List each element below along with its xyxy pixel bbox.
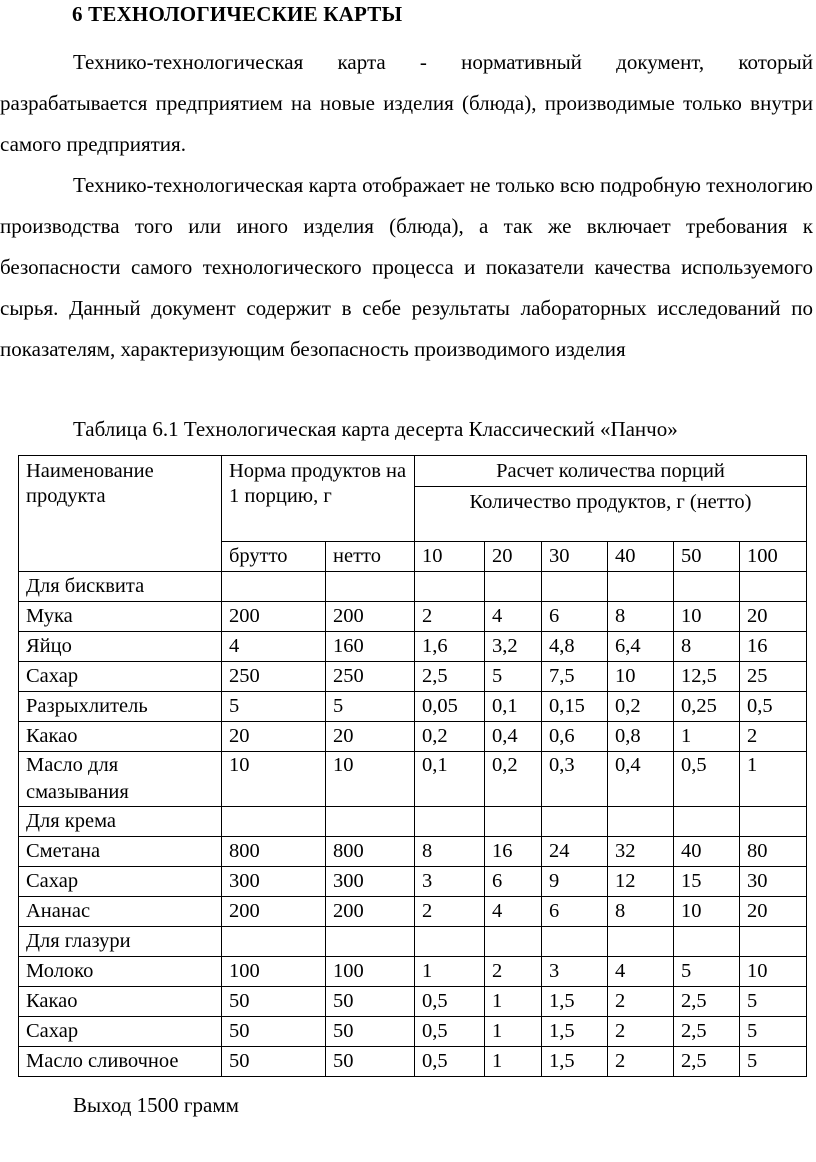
value-cell: 10 bbox=[674, 897, 740, 927]
value-cell: 100 bbox=[222, 957, 326, 987]
value-cell: 4 bbox=[608, 957, 674, 987]
value-cell: 1 bbox=[740, 752, 807, 807]
value-cell bbox=[222, 807, 326, 837]
value-cell: 20 bbox=[222, 722, 326, 752]
value-cell bbox=[608, 572, 674, 602]
value-cell bbox=[415, 807, 485, 837]
value-cell: 0,1 bbox=[415, 752, 485, 807]
value-cell: 4,8 bbox=[542, 632, 608, 662]
value-cell: 0,2 bbox=[608, 692, 674, 722]
value-cell: 2,5 bbox=[415, 662, 485, 692]
value-cell: 10 bbox=[222, 752, 326, 807]
value-cell: 1,5 bbox=[542, 1017, 608, 1047]
value-cell: 2 bbox=[608, 1017, 674, 1047]
value-cell: 7,5 bbox=[542, 662, 608, 692]
header-calc: Расчет количества порций bbox=[415, 456, 807, 487]
value-cell bbox=[740, 572, 807, 602]
value-cell: 16 bbox=[485, 837, 542, 867]
header-portion: 100 bbox=[740, 542, 807, 572]
table-row bbox=[19, 867, 807, 897]
value-cell: 6,4 bbox=[608, 632, 674, 662]
value-cell bbox=[542, 807, 608, 837]
value-cell: 50 bbox=[222, 987, 326, 1017]
value-cell: 2 bbox=[415, 897, 485, 927]
value-cell: 15 bbox=[674, 867, 740, 897]
value-cell: 16 bbox=[740, 632, 807, 662]
value-cell bbox=[485, 927, 542, 957]
product-name-cell: Для крема bbox=[19, 807, 222, 837]
table-row bbox=[19, 722, 807, 752]
value-cell: 0,5 bbox=[674, 752, 740, 807]
product-name-cell: Для глазури bbox=[19, 927, 222, 957]
value-cell: 5 bbox=[326, 692, 415, 722]
value-cell bbox=[415, 572, 485, 602]
value-cell: 5 bbox=[740, 1047, 807, 1077]
value-cell: 40 bbox=[674, 837, 740, 867]
value-cell: 50 bbox=[326, 987, 415, 1017]
value-cell: 0,05 bbox=[415, 692, 485, 722]
value-cell: 1 bbox=[485, 1047, 542, 1077]
header-portion: 30 bbox=[542, 542, 608, 572]
value-cell: 50 bbox=[326, 1017, 415, 1047]
value-cell: 3,2 bbox=[485, 632, 542, 662]
value-cell: 2,5 bbox=[674, 1017, 740, 1047]
value-cell: 6 bbox=[542, 602, 608, 632]
value-cell: 200 bbox=[326, 602, 415, 632]
value-cell: 80 bbox=[740, 837, 807, 867]
value-cell: 0,25 bbox=[674, 692, 740, 722]
value-cell: 0,5 bbox=[740, 692, 807, 722]
value-cell: 2 bbox=[740, 722, 807, 752]
value-cell bbox=[485, 807, 542, 837]
product-name-cell: Ананас bbox=[19, 897, 222, 927]
value-cell bbox=[485, 572, 542, 602]
table-row bbox=[19, 662, 807, 692]
value-cell: 300 bbox=[326, 867, 415, 897]
value-cell: 5 bbox=[674, 957, 740, 987]
value-cell bbox=[326, 927, 415, 957]
value-cell: 0,4 bbox=[485, 722, 542, 752]
header-row-1 bbox=[19, 456, 807, 487]
product-name-cell: Разрыхлитель bbox=[19, 692, 222, 722]
table-row bbox=[19, 602, 807, 632]
value-cell: 4 bbox=[485, 602, 542, 632]
value-cell: 2 bbox=[608, 987, 674, 1017]
value-cell: 4 bbox=[485, 897, 542, 927]
header-brutto: брутто bbox=[222, 542, 326, 572]
table-row bbox=[19, 807, 807, 837]
value-cell: 0,2 bbox=[415, 722, 485, 752]
value-cell: 1,5 bbox=[542, 987, 608, 1017]
value-cell bbox=[415, 927, 485, 957]
header-norm: Норма продуктов на 1 порцию, г bbox=[222, 456, 415, 542]
value-cell: 300 bbox=[222, 867, 326, 897]
value-cell: 30 bbox=[740, 867, 807, 897]
value-cell: 0,15 bbox=[542, 692, 608, 722]
value-cell bbox=[222, 572, 326, 602]
product-name-cell: Сахар bbox=[19, 662, 222, 692]
value-cell: 10 bbox=[326, 752, 415, 807]
value-cell: 1 bbox=[674, 722, 740, 752]
value-cell: 200 bbox=[222, 602, 326, 632]
value-cell: 6 bbox=[485, 867, 542, 897]
value-cell: 1 bbox=[485, 1017, 542, 1047]
product-name-cell: Яйцо bbox=[19, 632, 222, 662]
value-cell bbox=[674, 572, 740, 602]
paragraph-definition: Технико-технологическая карта - нормативный документ, который разрабатывается предприятием на новые изделия (блюда), производимые только внутри самого предприятия. bbox=[0, 50, 813, 156]
value-cell: 200 bbox=[222, 897, 326, 927]
value-cell: 20 bbox=[740, 897, 807, 927]
table-row bbox=[19, 837, 807, 867]
product-name-cell: Сахар bbox=[19, 867, 222, 897]
product-name-cell: Молоко bbox=[19, 957, 222, 987]
value-cell: 800 bbox=[326, 837, 415, 867]
table-row bbox=[19, 572, 807, 602]
value-cell: 0,8 bbox=[608, 722, 674, 752]
value-cell: 3 bbox=[542, 957, 608, 987]
value-cell bbox=[222, 927, 326, 957]
value-cell: 8 bbox=[608, 602, 674, 632]
value-cell: 250 bbox=[222, 662, 326, 692]
value-cell: 2 bbox=[608, 1047, 674, 1077]
product-name-cell: Сметана bbox=[19, 837, 222, 867]
value-cell: 9 bbox=[542, 867, 608, 897]
value-cell: 12 bbox=[608, 867, 674, 897]
value-cell bbox=[326, 572, 415, 602]
yield-note: Выход 1500 грамм bbox=[73, 1093, 239, 1117]
value-cell: 20 bbox=[326, 722, 415, 752]
product-name-cell: Масло для смазывания bbox=[19, 752, 222, 807]
header-portion: 50 bbox=[674, 542, 740, 572]
value-cell bbox=[740, 927, 807, 957]
table-row bbox=[19, 632, 807, 662]
value-cell: 0,5 bbox=[415, 1047, 485, 1077]
value-cell: 10 bbox=[608, 662, 674, 692]
value-cell: 160 bbox=[326, 632, 415, 662]
value-cell: 800 bbox=[222, 837, 326, 867]
header-portion: 10 bbox=[415, 542, 485, 572]
value-cell: 6 bbox=[542, 897, 608, 927]
table-caption: Таблица 6.1 Технологическая карта десерта Классический «Панчо» bbox=[73, 417, 678, 441]
value-cell: 25 bbox=[740, 662, 807, 692]
table-row bbox=[19, 957, 807, 987]
product-name-cell: Какао bbox=[19, 722, 222, 752]
header-portion: 20 bbox=[485, 542, 542, 572]
value-cell bbox=[608, 927, 674, 957]
value-cell: 50 bbox=[222, 1047, 326, 1077]
value-cell: 10 bbox=[674, 602, 740, 632]
value-cell: 8 bbox=[674, 632, 740, 662]
table-row bbox=[19, 927, 807, 957]
value-cell bbox=[608, 807, 674, 837]
value-cell: 0,1 bbox=[485, 692, 542, 722]
tech-card-table bbox=[18, 455, 807, 1077]
value-cell: 24 bbox=[542, 837, 608, 867]
value-cell: 2,5 bbox=[674, 987, 740, 1017]
value-cell: 1,5 bbox=[542, 1047, 608, 1077]
paragraph-description: Технико-технологическая карта отображает не только всю подробную технологию производства того или иного изделия (блюда), а так же включает требования к безопасности самого технологического процесса и показатели качества используемого сырья. Данный документ содержит в себе результаты лабораторных исследований по показателям, характеризующим безопасность производимого изделия bbox=[0, 173, 813, 361]
product-name-cell: Масло сливочное bbox=[19, 1047, 222, 1077]
value-cell: 0,2 bbox=[485, 752, 542, 807]
value-cell bbox=[674, 927, 740, 957]
value-cell: 8 bbox=[415, 837, 485, 867]
table-row bbox=[19, 987, 807, 1017]
value-cell: 20 bbox=[740, 602, 807, 632]
value-cell: 0,4 bbox=[608, 752, 674, 807]
value-cell: 2 bbox=[415, 602, 485, 632]
value-cell: 3 bbox=[415, 867, 485, 897]
value-cell: 2,5 bbox=[674, 1047, 740, 1077]
product-name-cell: Какао bbox=[19, 987, 222, 1017]
product-name-cell: Сахар bbox=[19, 1017, 222, 1047]
value-cell: 5 bbox=[740, 987, 807, 1017]
product-name-cell: Мука bbox=[19, 602, 222, 632]
value-cell: 4 bbox=[222, 632, 326, 662]
value-cell: 0,5 bbox=[415, 1017, 485, 1047]
value-cell: 1 bbox=[415, 957, 485, 987]
value-cell: 5 bbox=[740, 1017, 807, 1047]
header-netto: нетто bbox=[326, 542, 415, 572]
value-cell: 10 bbox=[740, 957, 807, 987]
value-cell: 1,6 bbox=[415, 632, 485, 662]
value-cell: 250 bbox=[326, 662, 415, 692]
table-row bbox=[19, 1017, 807, 1047]
value-cell: 8 bbox=[608, 897, 674, 927]
value-cell: 0,3 bbox=[542, 752, 608, 807]
value-cell: 5 bbox=[222, 692, 326, 722]
value-cell: 5 bbox=[485, 662, 542, 692]
product-name-cell: Для бисквита bbox=[19, 572, 222, 602]
value-cell bbox=[542, 572, 608, 602]
value-cell bbox=[326, 807, 415, 837]
value-cell: 200 bbox=[326, 897, 415, 927]
value-cell bbox=[674, 807, 740, 837]
value-cell: 0,5 bbox=[415, 987, 485, 1017]
value-cell: 50 bbox=[326, 1047, 415, 1077]
section-heading: 6 ТЕХНОЛОГИЧЕСКИЕ КАРТЫ bbox=[72, 2, 403, 26]
table-row bbox=[19, 1047, 807, 1077]
value-cell: 32 bbox=[608, 837, 674, 867]
value-cell: 0,6 bbox=[542, 722, 608, 752]
header-qty: Количество продуктов, г (нетто) bbox=[415, 487, 807, 542]
value-cell: 1 bbox=[485, 987, 542, 1017]
value-cell: 100 bbox=[326, 957, 415, 987]
value-cell: 50 bbox=[222, 1017, 326, 1047]
header-portion: 40 bbox=[608, 542, 674, 572]
value-cell: 2 bbox=[485, 957, 542, 987]
table-row bbox=[19, 692, 807, 722]
header-product: Наименование продукта bbox=[19, 456, 222, 572]
table-row bbox=[19, 897, 807, 927]
table-row bbox=[19, 752, 807, 807]
value-cell bbox=[740, 807, 807, 837]
value-cell bbox=[542, 927, 608, 957]
value-cell: 12,5 bbox=[674, 662, 740, 692]
